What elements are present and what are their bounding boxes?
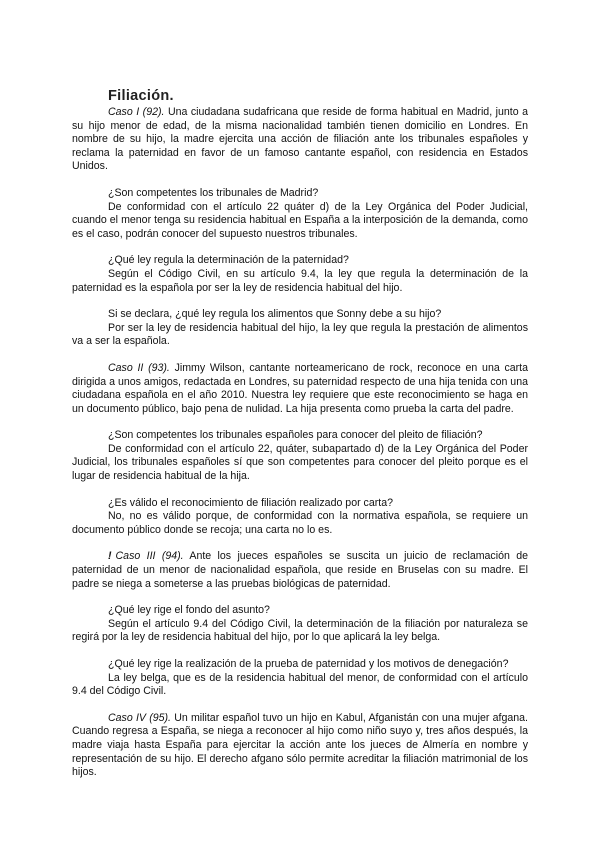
case-3-question-1: ¿Qué ley rige el fondo del asunto? xyxy=(108,604,270,617)
case-4-label: Caso IV (95). xyxy=(108,711,171,724)
case-3-answer-1: Según el artículo 9.4 del Código Civil, la determinación de la filiación por naturaleza se regirá por la ley de residencia habitual del hijo, por lo que aplicará la ley belga. xyxy=(72,617,528,644)
case-1-question-3: Si se declara, ¿qué ley regula los alimentos que Sonny debe a su hijo? xyxy=(108,308,442,321)
case-2-answer-1: De conformidad con el artículo 22, quáter, subapartado d) de la Ley Orgánica del Poder Judicial, los tribunales españoles sí que son competentes para conocer del pleito porque es el lugar de residencia habitual de la hija. xyxy=(72,442,528,483)
case-1-statement xyxy=(72,106,528,174)
case-2-question-1: ¿Son competentes los tribunales españoles para conocer del pleito de filiación? xyxy=(108,429,483,442)
case-2-statement xyxy=(72,362,528,416)
exclamation-icon: ! xyxy=(108,550,112,563)
case-4-statement xyxy=(72,712,528,780)
case-2-label: Caso II (93). xyxy=(108,361,170,374)
case-2-answer-2: No, no es válido porque, de conformidad con la normativa española, se requiere un documento público donde se recoja; una carta no lo es. xyxy=(72,510,528,536)
case-2-text: Jimmy Wilson, cantante norteamericano de rock, reconoce en una carta dirigida a unos amigos, redactada en Londres, su paternidad respecto de una hija tenida con una ciudadana española en el año 2010. Nuestra ley requiere que este reconocimiento se haga en un documento público, bajo pena de nulidad. La hija presenta como prueba la carta del padre. xyxy=(72,361,528,415)
page-title: Filiación. xyxy=(108,88,174,104)
case-3-answer-2: La ley belga, que es de la residencia habitual del menor, de conformidad con el artículo 9.4 del Código Civil. xyxy=(72,671,528,698)
case-1-label: Caso I (92). xyxy=(108,106,165,118)
case-3-label: Caso III (94). xyxy=(115,550,184,563)
case-3-question-2: ¿Qué ley rige la realización de la prueba de paternidad y los motivos de denegación? xyxy=(108,658,509,670)
case-1-answer-3: Por ser la ley de residencia habitual del hijo, la ley que regula la prestación de alimentos va a ser la española. xyxy=(72,321,528,348)
case-3-statement xyxy=(72,550,528,591)
case-4-text: Un militar español tuvo un hijo en Kabul, Afganistán con una mujer afgana. Cuando regresa a España, se niega a reconocer al hijo como niño suyo y, tres años después, la madre viaja hasta España para ejercitar la acción ante los jueces de Almería en nombre y representación de su hijo. El derecho afgano sólo permite acreditar la filiación matrimonial de los hijos. xyxy=(72,711,528,779)
case-1-question-2: ¿Qué ley regula la determinación de la paternidad? xyxy=(108,254,349,267)
case-1-text: Una ciudadana sudafricana que reside de forma habitual en Madrid, junto a su hijo menor de edad, de la misma nacionalidad también tienen domicilio en Londres. En nombre de su hijo, la madre ejercita una acción de filiación ante los tribunales españoles y reclama la paternidad en favor de un famoso cantante español, con residencia en Estados Unidos. xyxy=(72,106,528,173)
case-1-answer-1: De conformidad con el artículo 22 quáter d) de la Ley Orgánica del Poder Judicial, cuando el menor tenga su residencia habitual en España a la interposición de la demanda, como es el caso, podrán conocer del supuesto nuestros tribunales. xyxy=(72,200,528,240)
case-1-answer-2: Según el Código Civil, en su artículo 9.4, la ley que regula la determinación de la paternidad es la española por ser la ley de residencia habitual del hijo. xyxy=(72,267,528,294)
case-2-question-2: ¿Es válido el reconocimiento de filiación realizado por carta? xyxy=(108,496,394,509)
document-page xyxy=(72,88,528,780)
case-3-text: Ante los jueces españoles se suscita un juicio de reclamación de paternidad de un menor de nacionalidad española, que reside en Bruselas con su madre. El padre se niega a someterse a las pruebas biológicas de paternidad. xyxy=(72,550,529,590)
case-1-question-1: ¿Son competentes los tribunales de Madrid? xyxy=(108,186,319,199)
